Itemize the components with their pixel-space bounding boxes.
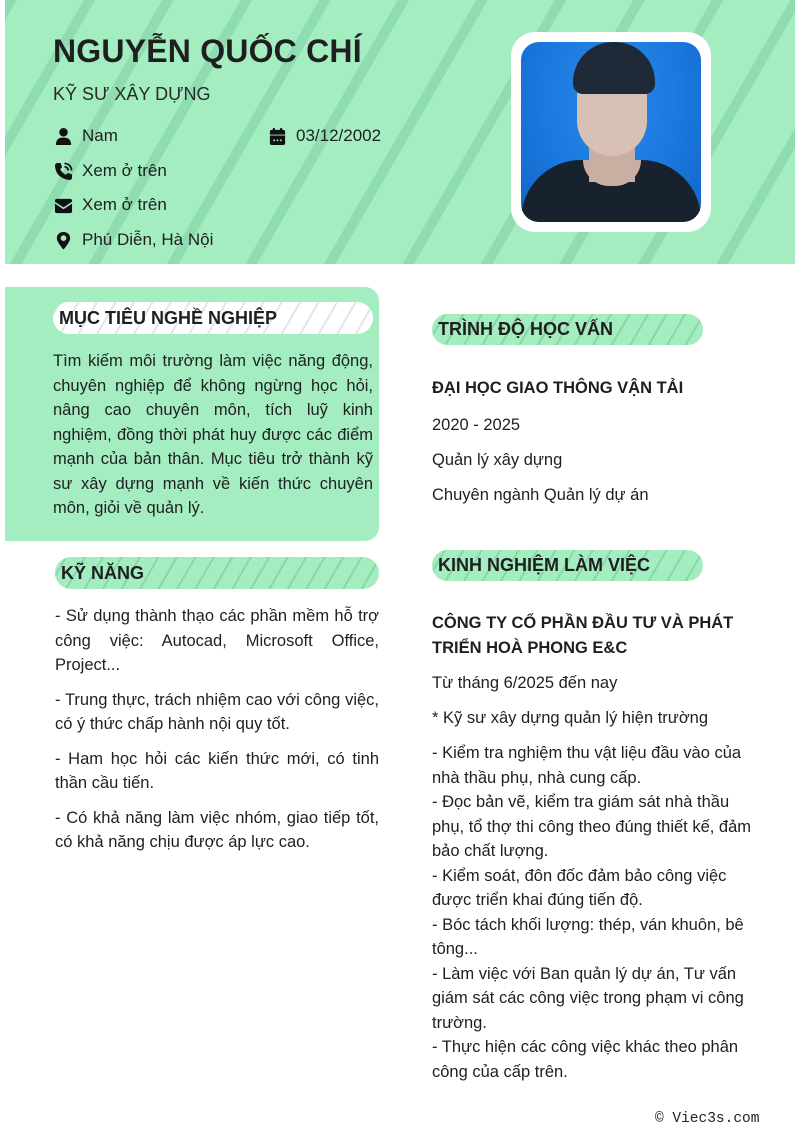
duty-item: - Đọc bản vẽ, kiểm tra giám sát nhà thầu phụ, tổ thợ thi công theo đúng thiết kế, đảm bảo chất lượng. <box>432 793 752 860</box>
company-name: CÔNG TY CỔ PHẦN ĐẦU TƯ VÀ PHÁT TRIỂN HOÀ PHONG E&C <box>432 614 734 657</box>
duty-item: - Bóc tách khối lượng: thép, ván khuôn, bê tông... <box>432 915 744 958</box>
info-phone <box>53 161 167 181</box>
location-pin-icon <box>53 230 73 250</box>
experience-title: KINH NGHIỆM LÀM VIỆC <box>432 550 703 581</box>
duties-list <box>432 741 762 1084</box>
copyright-footer: © Viec3s.com <box>655 1111 760 1127</box>
info-birthday <box>267 126 381 146</box>
education-period: 2020 - 2025 <box>432 416 521 434</box>
gender-value: Nam <box>82 126 118 145</box>
job-title: KỸ SƯ XÂY DỰNG <box>53 84 211 104</box>
skill-item: - Ham học hỏi các kiến thức mới, có tinh thần cầu tiến. <box>55 749 379 792</box>
skill-item: - Trung thực, trách nhiệm cao với công việc, có ý thức chấp hành nội quy tốt. <box>55 690 379 733</box>
education-title: TRÌNH ĐỘ HỌC VẤN <box>432 314 703 345</box>
profile-photo <box>521 42 701 222</box>
skill-item: - Có khả năng làm việc nhóm, giao tiếp tốt, có khả năng chịu được áp lực cao. <box>55 808 379 851</box>
phone-icon <box>53 161 73 181</box>
education-major: Quản lý xây dựng <box>432 451 563 469</box>
education-specialization: Chuyên ngành Quản lý dự án <box>432 486 649 504</box>
objective-text: Tìm kiếm môi trường làm việc năng động, chuyên nghiệp để không ngừng học hỏi, nâng cao chuyên môn, tích luỹ kinh nghiệm, đồng thời phát huy được các điểm mạnh của bản thân. Mục tiêu trở thành kỹ sư xây dựng mạnh về kiến thức chuyên môn, giỏi về quản lý. <box>53 352 373 517</box>
user-icon <box>53 126 73 146</box>
envelope-icon <box>53 195 73 215</box>
address-value: Phú Diễn, Hà Nội <box>82 230 214 249</box>
birthday-value: 03/12/2002 <box>296 126 382 145</box>
skills-list <box>55 604 379 865</box>
info-address <box>53 230 213 250</box>
experience-period: Từ tháng 6/2025 đến nay <box>432 674 618 692</box>
profile-photo-frame <box>511 32 711 232</box>
duty-item: - Kiểm tra nghiệm thu vật liệu đầu vào của nhà thầu phụ, nhà cung cấp. <box>432 744 742 787</box>
experience-position: * Kỹ sư xây dựng quản lý hiện trường <box>432 709 709 727</box>
info-gender <box>53 126 118 146</box>
email-value: Xem ở trên <box>82 195 167 214</box>
duty-item: - Thực hiện các công việc khác theo phân công của cấp trên. <box>432 1038 739 1081</box>
objective-title: MỤC TIÊU NGHỀ NGHIỆP <box>53 302 373 334</box>
calendar-icon <box>267 126 287 146</box>
skills-title: KỸ NĂNG <box>55 557 379 589</box>
duty-item: - Làm việc với Ban quản lý dự án, Tư vấn giám sát các công việc trong phạm vi công trường. <box>432 964 744 1032</box>
info-email <box>53 195 167 215</box>
phone-value: Xem ở trên <box>82 161 167 180</box>
skill-item: - Sử dụng thành thạo các phần mềm hỗ trợ công việc: Autocad, Microsoft Office, Project... <box>55 607 379 674</box>
candidate-name: NGUYỄN QUỐC CHÍ <box>53 33 362 69</box>
school-name: ĐẠI HỌC GIAO THÔNG VẬN TẢI <box>432 379 684 397</box>
duty-item: - Kiểm soát, đôn đốc đảm bảo công việc được triển khai đúng tiến độ. <box>432 866 727 909</box>
cv-header <box>5 0 795 264</box>
